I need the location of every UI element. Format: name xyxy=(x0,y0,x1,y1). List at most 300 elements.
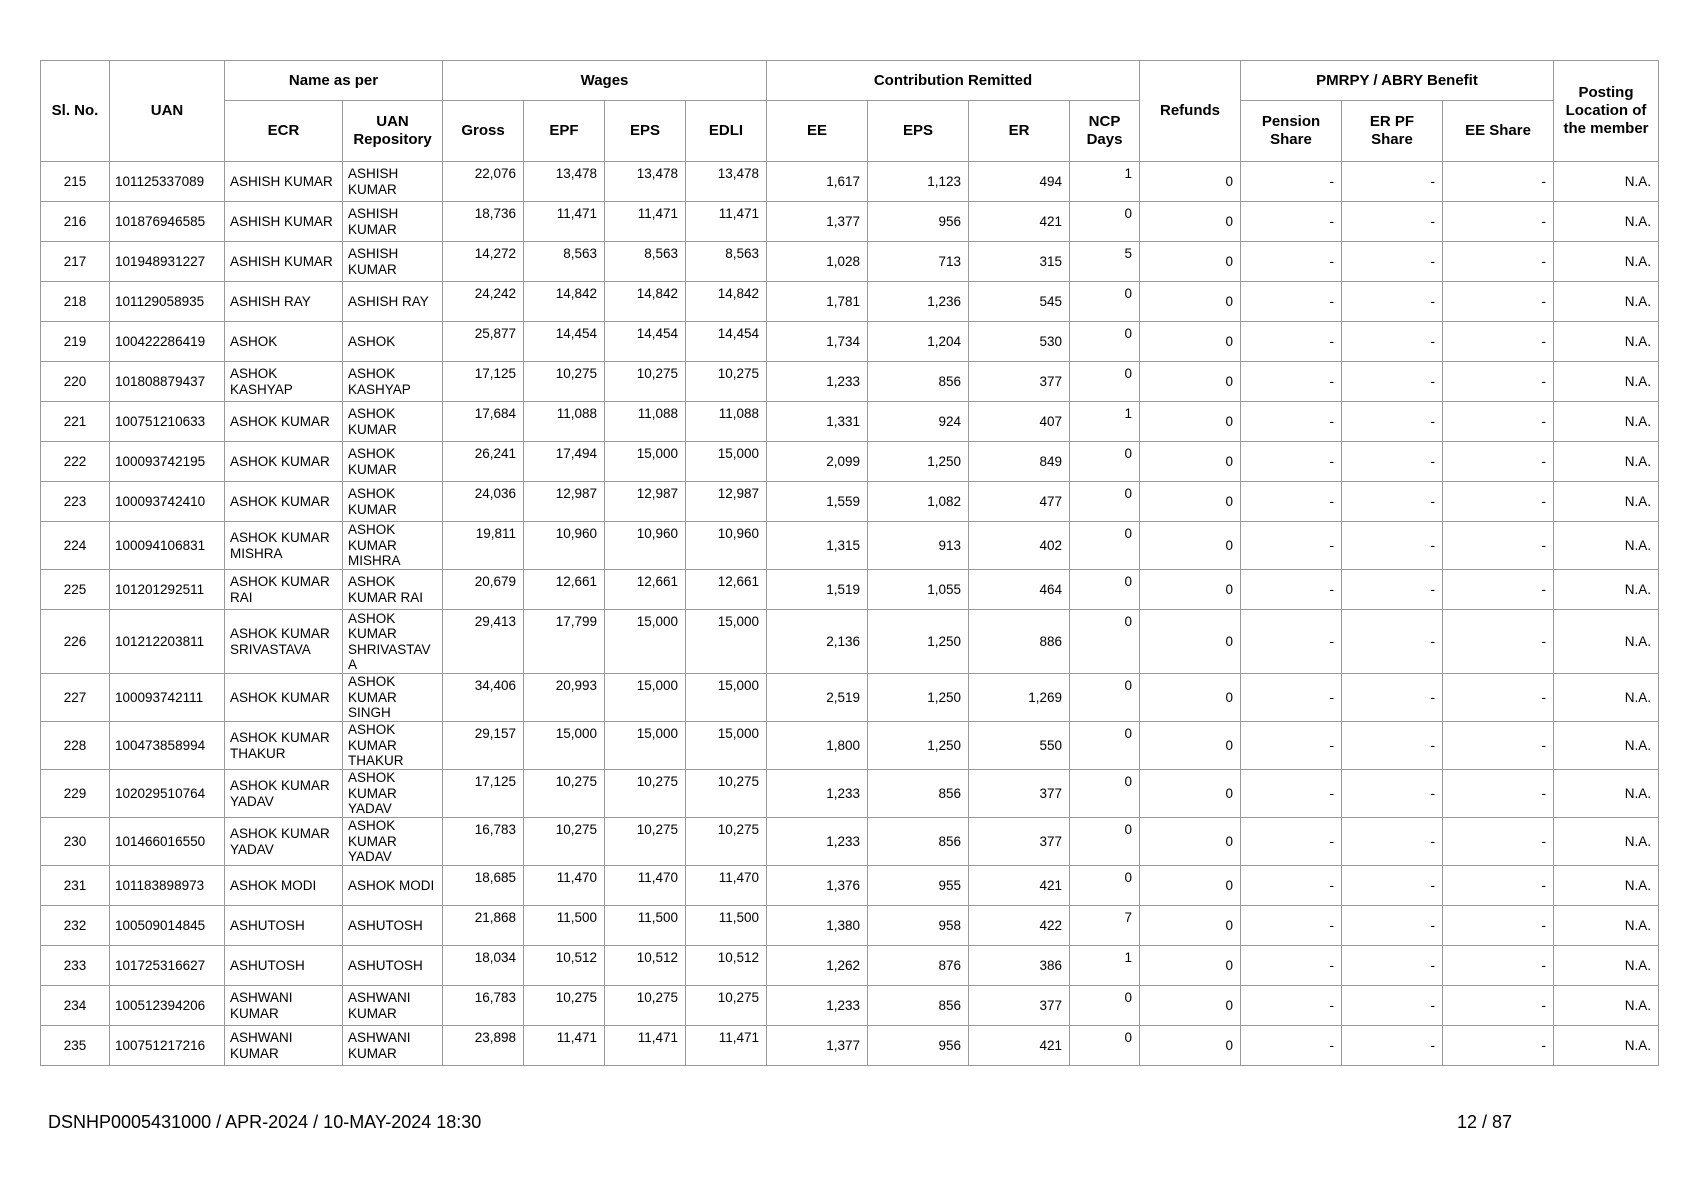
epf-cell: 14,842 xyxy=(524,282,605,322)
epf-cell: 17,494 xyxy=(524,442,605,482)
er-cell: 550 xyxy=(969,722,1070,770)
header-pension-share: Pension Share xyxy=(1241,101,1342,162)
er-cell: 464 xyxy=(969,570,1070,610)
contribution-eps-cell: 1,250 xyxy=(868,610,969,674)
table-row xyxy=(41,202,1659,242)
posting-location-cell: N.A. xyxy=(1554,522,1659,570)
posting-location-cell: N.A. xyxy=(1554,282,1659,322)
header-uan: UAN xyxy=(110,61,225,162)
ee-cell: 1,617 xyxy=(767,162,868,202)
er-pf-share-cell: - xyxy=(1342,770,1443,818)
er-pf-share-cell: - xyxy=(1342,322,1443,362)
table-row xyxy=(41,522,1659,570)
ncp-days-cell: 0 xyxy=(1070,362,1140,402)
gross-cell: 29,413 xyxy=(443,610,524,674)
edli-cell: 11,471 xyxy=(686,202,767,242)
ecr-name-cell: ASHISH KUMAR xyxy=(225,202,343,242)
header-posting-location: Posting Location of the member xyxy=(1554,61,1659,162)
uan-repository-name-cell: ASHWANI KUMAR xyxy=(343,1026,443,1066)
er-cell: 422 xyxy=(969,906,1070,946)
pension-share-cell: - xyxy=(1241,722,1342,770)
ee-cell: 1,233 xyxy=(767,770,868,818)
uan-repository-name-cell: ASHOK xyxy=(343,322,443,362)
pension-share-cell: - xyxy=(1241,402,1342,442)
posting-location-cell: N.A. xyxy=(1554,722,1659,770)
ee-cell: 1,233 xyxy=(767,818,868,866)
header-ee: EE xyxy=(767,101,868,162)
contribution-table xyxy=(40,60,1659,1066)
ncp-days-cell: 7 xyxy=(1070,906,1140,946)
edli-cell: 13,478 xyxy=(686,162,767,202)
uan-repository-name-cell: ASHOK KUMAR YADAV xyxy=(343,770,443,818)
uan-repository-name-cell: ASHOK KUMAR RAI xyxy=(343,570,443,610)
pension-share-cell: - xyxy=(1241,674,1342,722)
ncp-days-cell: 0 xyxy=(1070,986,1140,1026)
epf-cell: 8,563 xyxy=(524,242,605,282)
gross-cell: 24,242 xyxy=(443,282,524,322)
er-cell: 377 xyxy=(969,818,1070,866)
sl-no-cell: 231 xyxy=(41,866,110,906)
edli-cell: 12,661 xyxy=(686,570,767,610)
gross-cell: 18,736 xyxy=(443,202,524,242)
er-cell: 545 xyxy=(969,282,1070,322)
ecr-name-cell: ASHISH RAY xyxy=(225,282,343,322)
uan-repository-name-cell: ASHOK KUMAR xyxy=(343,402,443,442)
pension-share-cell: - xyxy=(1241,818,1342,866)
edli-cell: 10,275 xyxy=(686,986,767,1026)
refunds-cell: 0 xyxy=(1140,482,1241,522)
ncp-days-cell: 0 xyxy=(1070,322,1140,362)
refunds-cell: 0 xyxy=(1140,362,1241,402)
table-row xyxy=(41,242,1659,282)
gross-cell: 22,076 xyxy=(443,162,524,202)
ncp-days-cell: 0 xyxy=(1070,442,1140,482)
ee-share-cell: - xyxy=(1443,442,1554,482)
ecr-name-cell: ASHISH KUMAR xyxy=(225,242,343,282)
er-pf-share-cell: - xyxy=(1342,402,1443,442)
gross-cell: 16,783 xyxy=(443,986,524,1026)
table-body xyxy=(41,162,1659,1066)
ee-cell: 1,519 xyxy=(767,570,868,610)
table-row xyxy=(41,818,1659,866)
refunds-cell: 0 xyxy=(1140,442,1241,482)
header-er-pf-share: ER PF Share xyxy=(1342,101,1443,162)
er-pf-share-cell: - xyxy=(1342,866,1443,906)
er-cell: 421 xyxy=(969,202,1070,242)
eps-cell: 12,661 xyxy=(605,570,686,610)
contribution-eps-cell: 1,082 xyxy=(868,482,969,522)
er-cell: 377 xyxy=(969,362,1070,402)
refunds-cell: 0 xyxy=(1140,242,1241,282)
posting-location-cell: N.A. xyxy=(1554,610,1659,674)
header-contribution-remitted: Contribution Remitted xyxy=(767,61,1140,101)
contribution-eps-cell: 876 xyxy=(868,946,969,986)
pension-share-cell: - xyxy=(1241,522,1342,570)
pension-share-cell: - xyxy=(1241,1026,1342,1066)
er-pf-share-cell: - xyxy=(1342,986,1443,1026)
table-row xyxy=(41,482,1659,522)
pension-share-cell: - xyxy=(1241,322,1342,362)
sl-no-cell: 229 xyxy=(41,770,110,818)
ncp-days-cell: 0 xyxy=(1070,674,1140,722)
ee-share-cell: - xyxy=(1443,906,1554,946)
eps-cell: 12,987 xyxy=(605,482,686,522)
table-row xyxy=(41,610,1659,674)
uan-repository-name-cell: ASHISH RAY xyxy=(343,282,443,322)
er-pf-share-cell: - xyxy=(1342,442,1443,482)
ecr-name-cell: ASHWANI KUMAR xyxy=(225,986,343,1026)
table-row xyxy=(41,986,1659,1026)
sl-no-cell: 230 xyxy=(41,818,110,866)
er-cell: 407 xyxy=(969,402,1070,442)
uan-cell: 101212203811 xyxy=(110,610,225,674)
er-pf-share-cell: - xyxy=(1342,162,1443,202)
edli-cell: 11,470 xyxy=(686,866,767,906)
contribution-eps-cell: 856 xyxy=(868,362,969,402)
refunds-cell: 0 xyxy=(1140,322,1241,362)
table-row xyxy=(41,442,1659,482)
ee-share-cell: - xyxy=(1443,674,1554,722)
posting-location-cell: N.A. xyxy=(1554,1026,1659,1066)
refunds-cell: 0 xyxy=(1140,946,1241,986)
epf-cell: 11,088 xyxy=(524,402,605,442)
edli-cell: 10,512 xyxy=(686,946,767,986)
uan-cell: 100751217216 xyxy=(110,1026,225,1066)
contribution-eps-cell: 956 xyxy=(868,202,969,242)
ee-share-cell: - xyxy=(1443,946,1554,986)
pension-share-cell: - xyxy=(1241,162,1342,202)
eps-cell: 13,478 xyxy=(605,162,686,202)
refunds-cell: 0 xyxy=(1140,1026,1241,1066)
refunds-cell: 0 xyxy=(1140,818,1241,866)
uan-cell: 100093742410 xyxy=(110,482,225,522)
refunds-cell: 0 xyxy=(1140,770,1241,818)
refunds-cell: 0 xyxy=(1140,202,1241,242)
table-row xyxy=(41,322,1659,362)
er-cell: 421 xyxy=(969,866,1070,906)
ncp-days-cell: 5 xyxy=(1070,242,1140,282)
gross-cell: 25,877 xyxy=(443,322,524,362)
refunds-cell: 0 xyxy=(1140,722,1241,770)
ee-share-cell: - xyxy=(1443,818,1554,866)
epf-cell: 10,512 xyxy=(524,946,605,986)
posting-location-cell: N.A. xyxy=(1554,570,1659,610)
header-refunds: Refunds xyxy=(1140,61,1241,162)
ee-cell: 1,377 xyxy=(767,202,868,242)
footer-page-number: 12 / 87 xyxy=(1456,1112,1512,1132)
ee-share-cell: - xyxy=(1443,986,1554,1026)
uan-cell: 100422286419 xyxy=(110,322,225,362)
table-row xyxy=(41,906,1659,946)
ee-cell: 1,380 xyxy=(767,906,868,946)
uan-repository-name-cell: ASHOK KUMAR THAKUR xyxy=(343,722,443,770)
eps-cell: 15,000 xyxy=(605,442,686,482)
ee-cell: 1,315 xyxy=(767,522,868,570)
pension-share-cell: - xyxy=(1241,482,1342,522)
ee-share-cell: - xyxy=(1443,722,1554,770)
edli-cell: 10,960 xyxy=(686,522,767,570)
er-pf-share-cell: - xyxy=(1342,242,1443,282)
uan-cell: 100094106831 xyxy=(110,522,225,570)
ee-cell: 2,136 xyxy=(767,610,868,674)
ee-cell: 1,800 xyxy=(767,722,868,770)
uan-cell: 101129058935 xyxy=(110,282,225,322)
sl-no-cell: 225 xyxy=(41,570,110,610)
posting-location-cell: N.A. xyxy=(1554,946,1659,986)
gross-cell: 21,868 xyxy=(443,906,524,946)
uan-cell: 102029510764 xyxy=(110,770,225,818)
posting-location-cell: N.A. xyxy=(1554,818,1659,866)
ncp-days-cell: 0 xyxy=(1070,522,1140,570)
uan-repository-name-cell: ASHUTOSH xyxy=(343,906,443,946)
refunds-cell: 0 xyxy=(1140,610,1241,674)
eps-cell: 10,512 xyxy=(605,946,686,986)
eps-cell: 10,275 xyxy=(605,770,686,818)
pension-share-cell: - xyxy=(1241,362,1342,402)
ncp-days-cell: 1 xyxy=(1070,946,1140,986)
table-row xyxy=(41,282,1659,322)
sl-no-cell: 216 xyxy=(41,202,110,242)
gross-cell: 24,036 xyxy=(443,482,524,522)
table-row xyxy=(41,162,1659,202)
ee-share-cell: - xyxy=(1443,610,1554,674)
uan-repository-name-cell: ASHISH KUMAR xyxy=(343,242,443,282)
ee-share-cell: - xyxy=(1443,362,1554,402)
ecr-name-cell: ASHOK KUMAR YADAV xyxy=(225,770,343,818)
gross-cell: 29,157 xyxy=(443,722,524,770)
edli-cell: 10,275 xyxy=(686,818,767,866)
posting-location-cell: N.A. xyxy=(1554,202,1659,242)
posting-location-cell: N.A. xyxy=(1554,442,1659,482)
uan-cell: 101183898973 xyxy=(110,866,225,906)
refunds-cell: 0 xyxy=(1140,402,1241,442)
sl-no-cell: 232 xyxy=(41,906,110,946)
edli-cell: 11,471 xyxy=(686,1026,767,1066)
ee-share-cell: - xyxy=(1443,242,1554,282)
ee-cell: 1,233 xyxy=(767,986,868,1026)
header-sl-no: Sl. No. xyxy=(41,61,110,162)
gross-cell: 18,685 xyxy=(443,866,524,906)
refunds-cell: 0 xyxy=(1140,162,1241,202)
ncp-days-cell: 0 xyxy=(1070,866,1140,906)
epf-cell: 14,454 xyxy=(524,322,605,362)
ecr-name-cell: ASHOK KUMAR SRIVASTAVA xyxy=(225,610,343,674)
header-ecr: ECR xyxy=(225,101,343,162)
ee-share-cell: - xyxy=(1443,282,1554,322)
posting-location-cell: N.A. xyxy=(1554,674,1659,722)
er-pf-share-cell: - xyxy=(1342,674,1443,722)
sl-no-cell: 219 xyxy=(41,322,110,362)
eps-cell: 10,275 xyxy=(605,362,686,402)
er-cell: 886 xyxy=(969,610,1070,674)
contribution-eps-cell: 913 xyxy=(868,522,969,570)
epf-cell: 10,275 xyxy=(524,770,605,818)
posting-location-cell: N.A. xyxy=(1554,866,1659,906)
contribution-eps-cell: 1,204 xyxy=(868,322,969,362)
uan-cell: 101466016550 xyxy=(110,818,225,866)
ee-share-cell: - xyxy=(1443,162,1554,202)
edli-cell: 12,987 xyxy=(686,482,767,522)
uan-repository-name-cell: ASHOK KUMAR SINGH xyxy=(343,674,443,722)
er-pf-share-cell: - xyxy=(1342,818,1443,866)
pension-share-cell: - xyxy=(1241,986,1342,1026)
gross-cell: 20,679 xyxy=(443,570,524,610)
refunds-cell: 0 xyxy=(1140,282,1241,322)
header-wages: Wages xyxy=(443,61,767,101)
er-cell: 477 xyxy=(969,482,1070,522)
gross-cell: 17,125 xyxy=(443,362,524,402)
er-cell: 421 xyxy=(969,1026,1070,1066)
ecr-name-cell: ASHOK xyxy=(225,322,343,362)
uan-cell: 100751210633 xyxy=(110,402,225,442)
refunds-cell: 0 xyxy=(1140,866,1241,906)
header-epf: EPF xyxy=(524,101,605,162)
header-edli: EDLI xyxy=(686,101,767,162)
edli-cell: 11,500 xyxy=(686,906,767,946)
posting-location-cell: N.A. xyxy=(1554,242,1659,282)
table-row xyxy=(41,722,1659,770)
epf-cell: 11,471 xyxy=(524,202,605,242)
er-cell: 1,269 xyxy=(969,674,1070,722)
posting-location-cell: N.A. xyxy=(1554,906,1659,946)
er-pf-share-cell: - xyxy=(1342,1026,1443,1066)
ee-cell: 1,262 xyxy=(767,946,868,986)
header-gross: Gross xyxy=(443,101,524,162)
sl-no-cell: 235 xyxy=(41,1026,110,1066)
contribution-eps-cell: 1,236 xyxy=(868,282,969,322)
table-row xyxy=(41,362,1659,402)
posting-location-cell: N.A. xyxy=(1554,162,1659,202)
header-uan-repository: UAN Repository xyxy=(343,101,443,162)
ee-cell: 2,099 xyxy=(767,442,868,482)
uan-repository-name-cell: ASHOK KUMAR YADAV xyxy=(343,818,443,866)
sl-no-cell: 223 xyxy=(41,482,110,522)
edli-cell: 15,000 xyxy=(686,610,767,674)
pension-share-cell: - xyxy=(1241,442,1342,482)
eps-cell: 11,500 xyxy=(605,906,686,946)
gross-cell: 26,241 xyxy=(443,442,524,482)
ecr-name-cell: ASHOK KUMAR xyxy=(225,442,343,482)
epf-cell: 12,987 xyxy=(524,482,605,522)
posting-location-cell: N.A. xyxy=(1554,770,1659,818)
er-pf-share-cell: - xyxy=(1342,722,1443,770)
edli-cell: 11,088 xyxy=(686,402,767,442)
table-row xyxy=(41,946,1659,986)
contribution-eps-cell: 856 xyxy=(868,770,969,818)
epf-cell: 10,960 xyxy=(524,522,605,570)
sl-no-cell: 218 xyxy=(41,282,110,322)
footer-document-reference: DSNHP0005431000 / APR-2024 / 10-MAY-2024 18:30 xyxy=(48,1112,482,1132)
eps-cell: 10,275 xyxy=(605,986,686,1026)
epf-cell: 11,470 xyxy=(524,866,605,906)
eps-cell: 11,470 xyxy=(605,866,686,906)
contribution-eps-cell: 956 xyxy=(868,1026,969,1066)
uan-cell: 100473858994 xyxy=(110,722,225,770)
pension-share-cell: - xyxy=(1241,242,1342,282)
ncp-days-cell: 1 xyxy=(1070,402,1140,442)
ecr-name-cell: ASHOK KUMAR xyxy=(225,402,343,442)
header-ncp-days: NCP Days xyxy=(1070,101,1140,162)
sl-no-cell: 222 xyxy=(41,442,110,482)
eps-cell: 15,000 xyxy=(605,674,686,722)
ecr-name-cell: ASHWANI KUMAR xyxy=(225,1026,343,1066)
epf-cell: 11,471 xyxy=(524,1026,605,1066)
pension-share-cell: - xyxy=(1241,906,1342,946)
ecr-name-cell: ASHOK KUMAR YADAV xyxy=(225,818,343,866)
header-eps: EPS xyxy=(605,101,686,162)
gross-cell: 18,034 xyxy=(443,946,524,986)
posting-location-cell: N.A. xyxy=(1554,322,1659,362)
edli-cell: 8,563 xyxy=(686,242,767,282)
er-cell: 530 xyxy=(969,322,1070,362)
epf-cell: 20,993 xyxy=(524,674,605,722)
er-pf-share-cell: - xyxy=(1342,610,1443,674)
ee-cell: 1,734 xyxy=(767,322,868,362)
uan-repository-name-cell: ASHOK MODI xyxy=(343,866,443,906)
uan-cell: 101725316627 xyxy=(110,946,225,986)
contribution-eps-cell: 713 xyxy=(868,242,969,282)
ee-share-cell: - xyxy=(1443,482,1554,522)
ecr-name-cell: ASHUTOSH xyxy=(225,906,343,946)
ee-cell: 1,028 xyxy=(767,242,868,282)
uan-cell: 100509014845 xyxy=(110,906,225,946)
eps-cell: 14,454 xyxy=(605,322,686,362)
epf-cell: 10,275 xyxy=(524,986,605,1026)
eps-cell: 10,960 xyxy=(605,522,686,570)
uan-repository-name-cell: ASHOK KUMAR MISHRA xyxy=(343,522,443,570)
contribution-eps-cell: 1,250 xyxy=(868,674,969,722)
er-pf-share-cell: - xyxy=(1342,482,1443,522)
epf-cell: 12,661 xyxy=(524,570,605,610)
uan-cell: 101808879437 xyxy=(110,362,225,402)
ee-share-cell: - xyxy=(1443,1026,1554,1066)
uan-repository-name-cell: ASHISH KUMAR xyxy=(343,162,443,202)
contribution-eps-cell: 856 xyxy=(868,986,969,1026)
sl-no-cell: 217 xyxy=(41,242,110,282)
ee-cell: 1,559 xyxy=(767,482,868,522)
uan-repository-name-cell: ASHISH KUMAR xyxy=(343,202,443,242)
er-pf-share-cell: - xyxy=(1342,570,1443,610)
header-contribution-eps: EPS xyxy=(868,101,969,162)
pension-share-cell: - xyxy=(1241,570,1342,610)
refunds-cell: 0 xyxy=(1140,522,1241,570)
posting-location-cell: N.A. xyxy=(1554,402,1659,442)
uan-repository-name-cell: ASHOK KUMAR SHRIVASTAV A xyxy=(343,610,443,674)
uan-repository-name-cell: ASHWANI KUMAR xyxy=(343,986,443,1026)
uan-cell: 100093742195 xyxy=(110,442,225,482)
eps-cell: 10,275 xyxy=(605,818,686,866)
eps-cell: 11,471 xyxy=(605,202,686,242)
ecr-name-cell: ASHOK KUMAR xyxy=(225,482,343,522)
contribution-eps-cell: 1,250 xyxy=(868,442,969,482)
refunds-cell: 0 xyxy=(1140,906,1241,946)
header-er: ER xyxy=(969,101,1070,162)
sl-no-cell: 220 xyxy=(41,362,110,402)
ncp-days-cell: 0 xyxy=(1070,1026,1140,1066)
edli-cell: 15,000 xyxy=(686,722,767,770)
edli-cell: 14,842 xyxy=(686,282,767,322)
ecr-name-cell: ASHOK KASHYAP xyxy=(225,362,343,402)
refunds-cell: 0 xyxy=(1140,986,1241,1026)
er-pf-share-cell: - xyxy=(1342,522,1443,570)
ncp-days-cell: 0 xyxy=(1070,570,1140,610)
contribution-eps-cell: 1,055 xyxy=(868,570,969,610)
ecr-name-cell: ASHOK KUMAR xyxy=(225,674,343,722)
er-cell: 377 xyxy=(969,986,1070,1026)
uan-repository-name-cell: ASHOK KASHYAP xyxy=(343,362,443,402)
refunds-cell: 0 xyxy=(1140,674,1241,722)
epf-cell: 11,500 xyxy=(524,906,605,946)
